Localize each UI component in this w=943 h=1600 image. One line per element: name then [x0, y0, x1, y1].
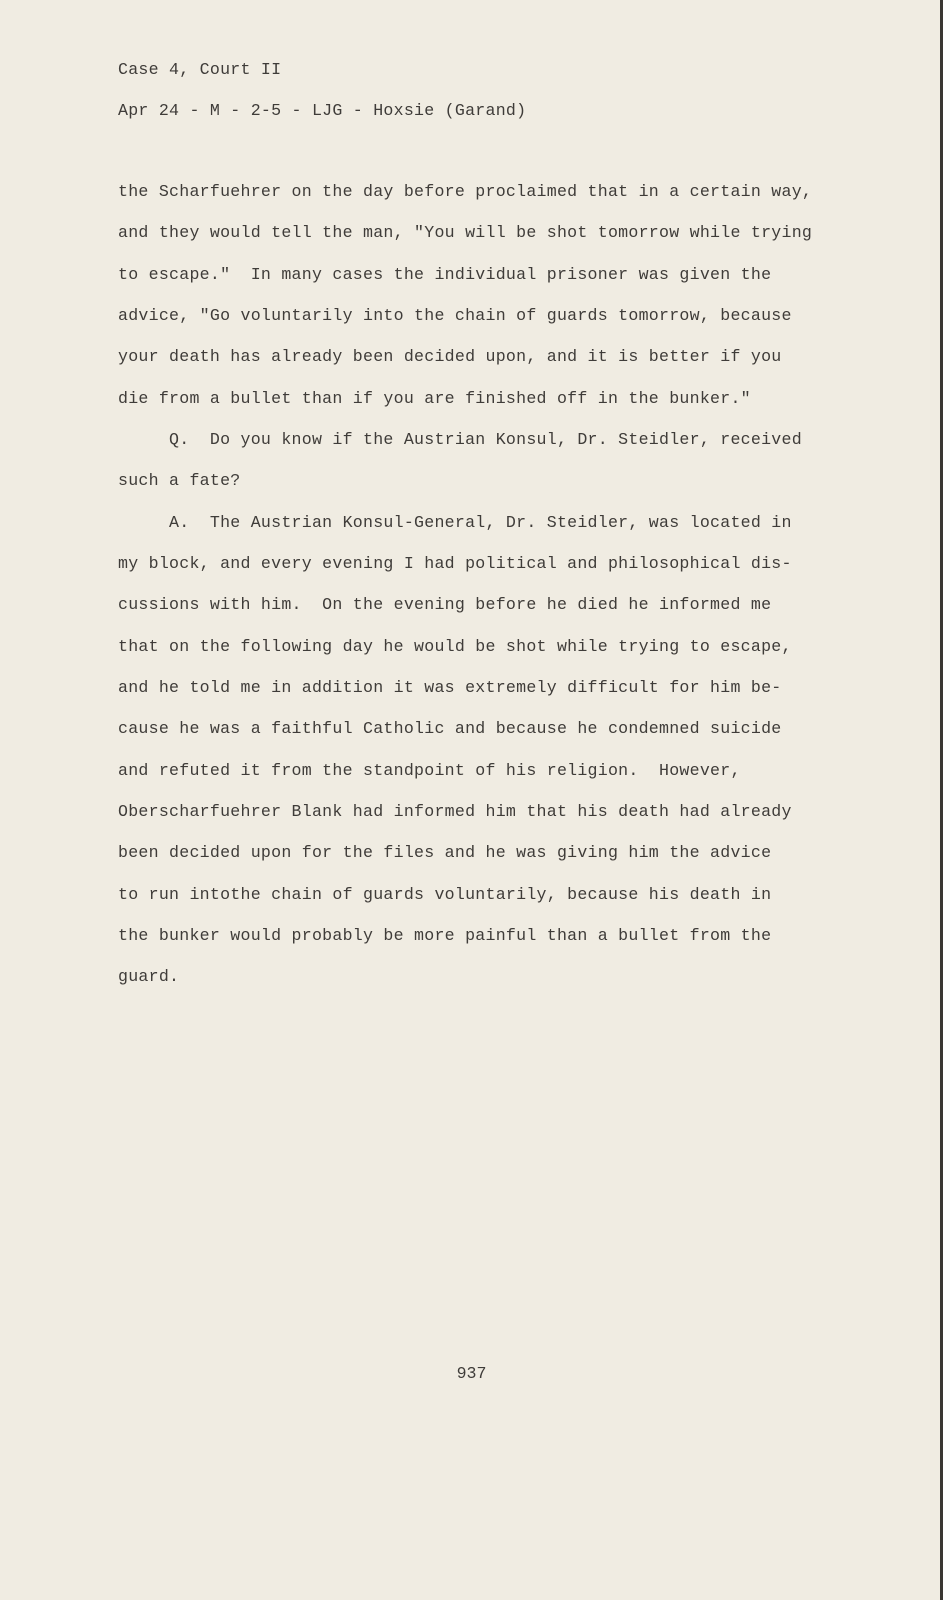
body-line: the Scharfuehrer on the day before proclaimed that in a certain way, — [118, 182, 813, 201]
body-line: Oberscharfuehrer Blank had informed him that his death had already — [118, 802, 792, 821]
body-line: your death has already been decided upon, and it is better if you — [118, 347, 782, 366]
body-line: such a fate? — [118, 471, 241, 490]
body-line: guard. — [118, 967, 180, 986]
body-line: cussions with him. On the evening before he died he informed me — [118, 595, 772, 614]
body-line: advice, "Go voluntarily into the chain of guards tomorrow, because — [118, 306, 792, 325]
body-line: to run intothe chain of guards voluntarily, because his death in — [118, 885, 772, 904]
body-line: and they would tell the man, "You will be shot tomorrow while trying — [118, 223, 813, 242]
body-line: to escape." In many cases the individual prisoner was given the — [118, 265, 772, 284]
answer-line: A. The Austrian Konsul-General, Dr. Steidler, was located in — [118, 513, 792, 532]
case-court-header: Case 4, Court II — [118, 60, 282, 79]
body-line: and he told me in addition it was extremely difficult for him be- — [118, 678, 782, 697]
body-line: been decided upon for the files and he was giving him the advice — [118, 843, 772, 862]
body-line: and refuted it from the standpoint of his religion. However, — [118, 761, 741, 780]
body-line: my block, and every evening I had political and philosophical dis- — [118, 554, 792, 573]
body-line: the bunker would probably be more painful than a bullet from the — [118, 926, 772, 945]
body-line: that on the following day he would be shot while trying to escape, — [118, 637, 792, 656]
body-line: cause he was a faithful Catholic and because he condemned suicide — [118, 719, 782, 738]
session-header: Apr 24 - M - 2-5 - LJG - Hoxsie (Garand) — [118, 101, 527, 120]
page-number: 937 — [456, 1364, 487, 1383]
question-line: Q. Do you know if the Austrian Konsul, Dr. Steidler, received — [118, 430, 802, 449]
body-line: die from a bullet than if you are finished off in the bunker." — [118, 389, 751, 408]
